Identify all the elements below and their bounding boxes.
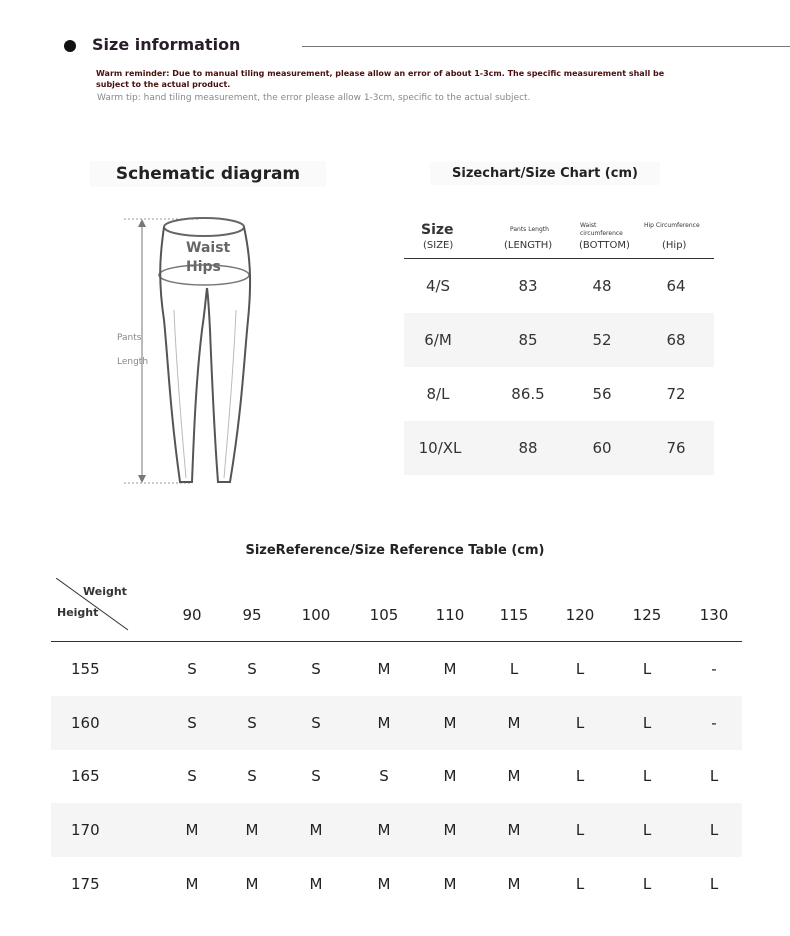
size-cell: S: [311, 767, 321, 785]
header-waist-sub: (BOTTOM): [579, 240, 630, 251]
size-cell: L: [575, 714, 585, 732]
waist-label: Waist: [186, 240, 231, 256]
size-cell: S: [311, 660, 321, 678]
header-hip: Hip Circumference: [644, 222, 700, 229]
reference-row: [51, 803, 742, 857]
size-cell: L: [642, 875, 652, 893]
size-cell: S: [247, 714, 257, 732]
reference-row: [51, 696, 742, 750]
length-cell: 85: [518, 331, 538, 349]
size-cell: M: [443, 767, 457, 785]
length-label: Length: [117, 357, 149, 367]
hip-cell: 64: [666, 277, 686, 295]
size-cell: L: [642, 714, 652, 732]
size-cell: L: [575, 660, 585, 678]
size-cell: M: [185, 875, 199, 893]
size-cell: L: [642, 660, 652, 678]
header-waist: Waist circumference: [580, 222, 623, 237]
size-row: [404, 421, 714, 475]
size-row: [404, 367, 714, 421]
length-cell: 83: [518, 277, 538, 295]
size-cell: M: [377, 660, 391, 678]
schematic-title: Schematic diagram: [90, 161, 326, 187]
size-cell: S: [187, 767, 197, 785]
hips-label: Hips: [186, 259, 221, 275]
weight-col-header: 90: [182, 606, 202, 624]
warm-tip: Warm tip: hand tiling measurement, the error please allow 1-3cm, specific to the actual subject.: [97, 93, 531, 103]
size-cell: 4/S: [425, 277, 451, 295]
size-cell: L: [642, 821, 652, 839]
size-cell: M: [443, 660, 457, 678]
height-label: Height: [57, 606, 99, 619]
hip-cell: 76: [666, 439, 686, 457]
header-length-sub: (LENGTH): [504, 240, 553, 251]
size-chart-table: [404, 220, 714, 475]
size-cell: M: [245, 821, 259, 839]
size-cell: L: [709, 767, 719, 785]
header-hip-sub: (Hip): [662, 240, 687, 251]
weight-col-header: 130: [699, 606, 729, 624]
weight-col-header: 110: [435, 606, 465, 624]
waist-cell: 52: [592, 331, 612, 349]
hip-cell: 68: [666, 331, 686, 349]
height-cell: 165: [71, 767, 100, 785]
size-cell: M: [377, 875, 391, 893]
size-cell: M: [377, 714, 391, 732]
size-cell: M: [377, 821, 391, 839]
size-cell: L: [575, 875, 585, 893]
section-title: Size information: [92, 35, 241, 54]
size-cell: M: [443, 714, 457, 732]
weight-col-header: 120: [565, 606, 595, 624]
size-chart-title: Sizechart/Size Chart (cm): [430, 162, 660, 185]
size-cell: -: [711, 660, 717, 678]
size-cell: M: [507, 714, 521, 732]
size-cell: 10/XL: [418, 439, 462, 457]
pants-label: Pants: [117, 333, 142, 343]
size-row: [404, 313, 714, 367]
header-size: Size: [421, 222, 454, 238]
size-cell: 6/M: [424, 331, 452, 349]
title-divider: [302, 46, 790, 47]
size-cell: S: [379, 767, 389, 785]
reference-row: [51, 749, 742, 803]
height-cell: 175: [71, 875, 100, 893]
size-cell: 8/L: [426, 385, 450, 403]
hip-cell: 72: [666, 385, 686, 403]
size-cell: -: [711, 714, 717, 732]
reference-title: SizeReference/Size Reference Table (cm): [245, 543, 545, 558]
weight-col-header: 105: [369, 606, 399, 624]
size-cell: M: [309, 821, 323, 839]
size-cell: M: [309, 875, 323, 893]
waist-cell: 60: [592, 439, 612, 457]
size-cell: S: [247, 767, 257, 785]
reference-row: [51, 857, 742, 911]
pants-diagram: [110, 210, 260, 490]
height-cell: 155: [71, 660, 100, 678]
waist-cell: 48: [592, 277, 612, 295]
height-cell: 170: [71, 821, 100, 839]
size-cell: L: [575, 767, 585, 785]
warm-reminder: Warm reminder: Due to manual tiling measurement, please allow an error of about 1-3cm. The specific measurement shall be subject to the actual product.: [96, 69, 665, 89]
size-cell: L: [709, 821, 719, 839]
weight-col-header: 125: [632, 606, 662, 624]
weight-label: Weight: [83, 585, 127, 598]
size-cell: M: [507, 767, 521, 785]
size-cell: S: [247, 660, 257, 678]
bullet-icon: [64, 40, 76, 52]
size-chart-header: [404, 220, 714, 259]
length-cell: 86.5: [511, 385, 545, 403]
size-cell: S: [187, 660, 197, 678]
header-size-sub: (SIZE): [423, 240, 454, 251]
size-cell: L: [642, 767, 652, 785]
size-cell: S: [187, 714, 197, 732]
size-cell: L: [709, 875, 719, 893]
weight-col-header: 100: [301, 606, 331, 624]
size-row: [404, 259, 714, 313]
waist-cell: 56: [592, 385, 612, 403]
size-cell: M: [245, 875, 259, 893]
size-cell: M: [185, 821, 199, 839]
size-cell: M: [507, 875, 521, 893]
size-cell: L: [509, 660, 519, 678]
reference-row: [51, 642, 742, 696]
weight-col-header: 115: [499, 606, 529, 624]
size-cell: S: [311, 714, 321, 732]
height-cell: 160: [71, 714, 100, 732]
length-cell: 88: [518, 439, 538, 457]
weight-col-header: 95: [242, 606, 262, 624]
size-cell: M: [443, 875, 457, 893]
size-cell: L: [575, 821, 585, 839]
header-length: Pants Length: [510, 226, 549, 233]
size-cell: M: [443, 821, 457, 839]
size-cell: M: [507, 821, 521, 839]
